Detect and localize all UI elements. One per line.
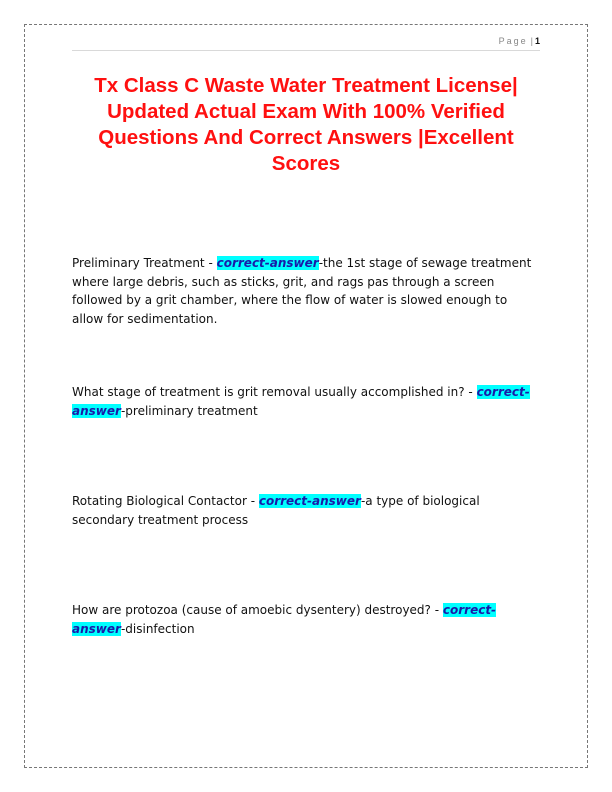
title-line: Questions And Correct Answers |Excellent xyxy=(98,126,514,149)
qa-item: Preliminary Treatment - correct-answer-the 1st stage of sewage treatment where large debris, such as sticks, grit, and rags pas through a screen followed by a grit chamber, where the flow of water is slowed enough to allow for sedimentation. xyxy=(72,256,532,326)
page-number-value: 1 xyxy=(534,36,540,46)
qa-item: Rotating Biological Contactor - correct-answer-a type of biological secondary treatment process xyxy=(72,494,480,527)
title-line: Updated Actual Exam With 100% Verified xyxy=(107,100,505,123)
question-text: What stage of treatment is grit removal usually accomplished in? - xyxy=(72,385,477,399)
question-text: How are protozoa (cause of amoebic dysentery) destroyed? - xyxy=(72,603,443,617)
qa-item: What stage of treatment is grit removal usually accomplished in? - correct-answer-preliminary treatment xyxy=(72,385,530,418)
answer-text: a type of biological secondary treatment process xyxy=(72,494,480,527)
page-separator: | xyxy=(530,36,535,46)
answer-text: preliminary treatment xyxy=(125,403,258,418)
correct-answer-tag: correct-answer xyxy=(216,256,319,270)
document-title xyxy=(80,73,532,177)
answer-text: disinfection xyxy=(125,621,195,636)
correct-answer-tag: correct-answer xyxy=(72,385,530,418)
question-text: Preliminary Treatment - xyxy=(72,256,217,270)
question-text: Rotating Biological Contactor - xyxy=(72,494,259,508)
page-number-header xyxy=(499,36,540,46)
page-label: Page xyxy=(498,36,528,46)
qa-item: How are protozoa (cause of amoebic dysentery) destroyed? - correct-answer-disinfection xyxy=(72,603,497,636)
title-line: Tx Class C Waste Water Treatment License| xyxy=(94,74,518,97)
correct-answer-tag: correct-answer xyxy=(258,494,361,508)
correct-answer-tag: correct-answer xyxy=(72,603,497,636)
answer-text: the 1st stage of sewage treatment where large debris, such as sticks, grit, and rags pas through a screen followed by a grit chamber, where the flow of water is slowed enough to allow for sedimentation. xyxy=(72,256,532,326)
title-line: Scores xyxy=(271,152,341,175)
header-rule xyxy=(72,50,540,51)
